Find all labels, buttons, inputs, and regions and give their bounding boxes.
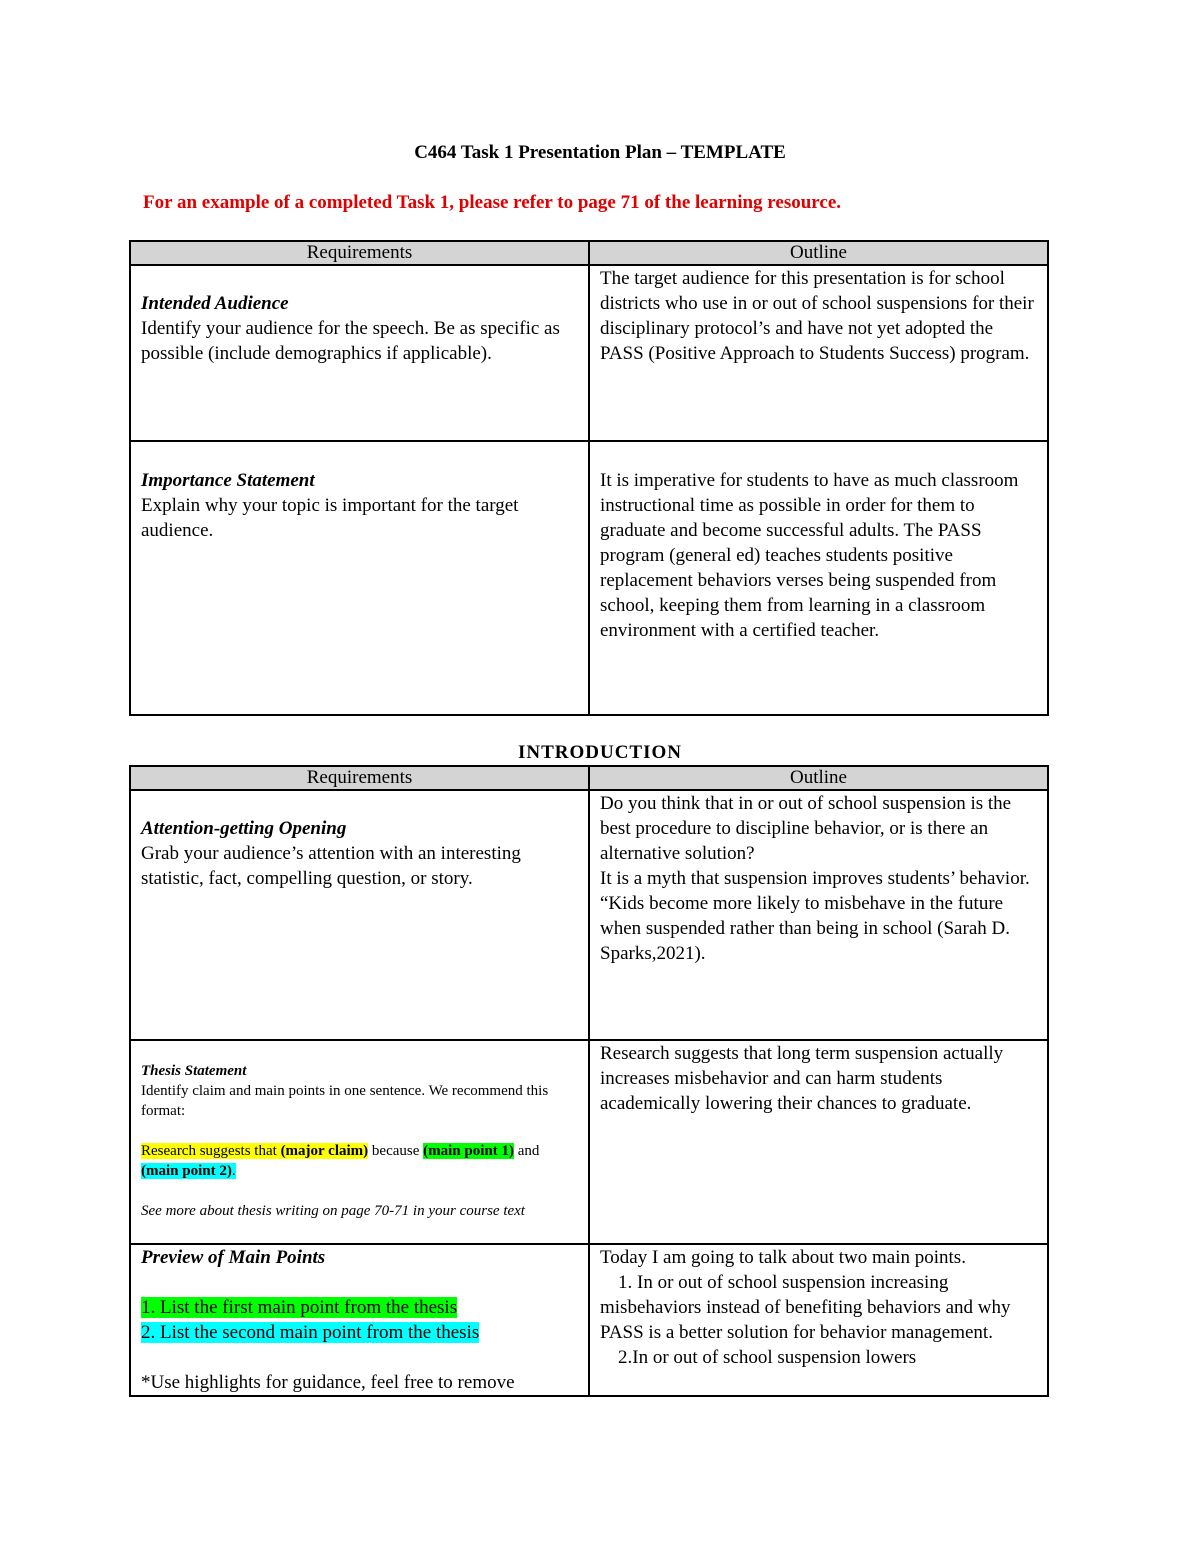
thesis-outline: Research suggests that long term suspension actually increases misbehavior and can harm students academically lowering their chances to graduate. <box>600 1043 1004 1114</box>
importance-description: Explain why your topic is important for the target audience. <box>141 495 519 541</box>
audience-title: Intended Audience <box>141 293 289 314</box>
introduction-heading: INTRODUCTION <box>517 742 683 763</box>
thesis-outline-cell <box>589 1040 1048 1244</box>
introduction-table <box>129 765 1049 1397</box>
audience-table <box>129 240 1049 716</box>
preview-title: Preview of Main Points <box>141 1247 326 1268</box>
preview-point-1: 1. List the first main point from the thesis <box>141 1297 458 1318</box>
attention-outline-quote: It is a myth that suspension improves students’ behavior. “Kids become more likely to misbehave in the future when suspended rather than being in school (Sarah D. Sparks,2021). <box>600 868 1030 964</box>
document-title: C464 Task 1 Presentation Plan – TEMPLATE <box>414 142 786 163</box>
preview-outline-point-1: 1. In or out of school suspension increasing misbehaviors instead of benefiting behaviors and why PASS is a better solution for behavior management. <box>600 1272 1011 1343</box>
and-text: and <box>513 1143 540 1159</box>
preview-outline-point-2: 2.In or out of school suspension lowers <box>618 1347 917 1368</box>
main-point-2-label: (main point 2) <box>141 1163 232 1179</box>
thesis-format-prefix: Research suggests that <box>141 1143 281 1159</box>
requirements-header: Requirements <box>130 766 589 790</box>
major-claim-label: (major claim) <box>280 1143 369 1159</box>
preview-point-2: 2. List the second main point from the thesis <box>141 1322 480 1343</box>
attention-title: Attention-getting Opening <box>141 818 347 839</box>
preview-outline-intro: Today I am going to talk about two main points. <box>600 1247 966 1268</box>
audience-outline: The target audience for this presentation is for school districts who use in or out of school suspensions for their disciplinary protocol’s and have not yet adopted the PASS (Positive Approach to Students Success) program. <box>600 268 1034 364</box>
because-text: because <box>368 1143 424 1159</box>
attention-requirement-cell <box>130 790 589 1040</box>
format-period: . <box>231 1163 236 1179</box>
preview-note: *Use highlights for guidance, feel free to remove <box>141 1372 515 1393</box>
preview-outline-cell <box>589 1244 1048 1396</box>
attention-outline-cell <box>589 790 1048 1040</box>
thesis-format <box>141 1141 578 1181</box>
outline-header: Outline <box>589 241 1048 265</box>
preview-requirement-cell <box>130 1244 589 1396</box>
importance-outline: It is imperative for students to have as much classroom instructional time as possible in order for them to graduate and become successful adults. The PASS program (general ed) teaches students positive replacement behaviors verses being suspended from school, keeping them from learning in a classroom environment with a certified teacher. <box>600 470 1019 641</box>
thesis-description: Identify claim and main points in one sentence. We recommend this format: <box>141 1083 549 1119</box>
attention-outline-question: Do you think that in or out of school suspension is the best procedure to discipline behavior, or is there an alternative solution? <box>600 793 1012 864</box>
main-point-1-label: (main point 1) <box>423 1143 514 1159</box>
importance-title: Importance Statement <box>141 470 315 491</box>
example-note: For an example of a completed Task 1, please refer to page 71 of the learning resource. <box>143 192 841 213</box>
importance-requirement-cell <box>130 441 589 715</box>
requirements-header: Requirements <box>130 241 589 265</box>
audience-outline-cell <box>589 265 1048 441</box>
thesis-requirement-cell <box>130 1040 589 1244</box>
attention-description: Grab your audience’s attention with an interesting statistic, fact, compelling question, or story. <box>141 843 521 889</box>
thesis-title: Thesis Statement <box>141 1063 247 1079</box>
audience-description: Identify your audience for the speech. Be as specific as possible (include demographics if applicable). <box>141 318 560 364</box>
importance-outline-cell <box>589 441 1048 715</box>
thesis-note: See more about thesis writing on page 70-71 in your course text <box>141 1203 525 1219</box>
audience-requirement-cell <box>130 265 589 441</box>
outline-header: Outline <box>589 766 1048 790</box>
